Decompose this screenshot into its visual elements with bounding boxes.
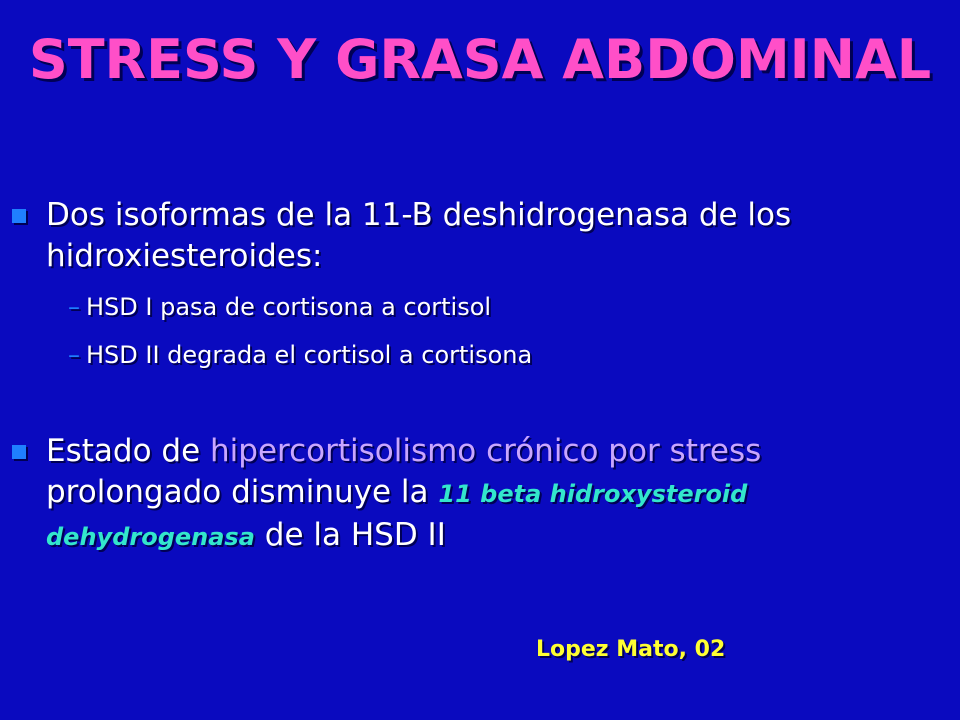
bullet-text: Dos isoformas de la 11-B deshidrogenasa de los hidroxiesteroides: xyxy=(46,197,792,274)
subitem-hsd-i xyxy=(68,292,491,322)
subitem-text: HSD I pasa de cortisona a cortisol xyxy=(86,293,492,321)
dash-bullet-icon: – xyxy=(68,341,80,369)
slide-title: STRESS Y GRASA ABDOMINAL xyxy=(28,28,932,91)
dash-bullet-icon: – xyxy=(68,293,80,321)
bullet-item-hipercortisolismo xyxy=(46,431,906,558)
bullet-text-part2: prolongado disminuye la xyxy=(46,474,439,510)
highlight-enzyme-name: 11 beta hidroxysteroid dehydrogenasa xyxy=(46,480,748,551)
citation: Lopez Mato, 02 xyxy=(536,637,726,662)
bullet-text-part1: Estado de xyxy=(46,433,210,469)
highlight-hipercortisolismo: hipercortisolismo crónico por stress xyxy=(210,433,762,469)
bullet-item-isoformas xyxy=(46,195,906,277)
subitem-text: HSD II degrada el cortisol a cortisona xyxy=(86,341,533,369)
subitem-hsd-ii xyxy=(68,340,532,370)
square-bullet-icon xyxy=(12,209,26,223)
bullet-text-part3: de la HSD II xyxy=(254,517,446,553)
square-bullet-icon xyxy=(12,445,26,459)
